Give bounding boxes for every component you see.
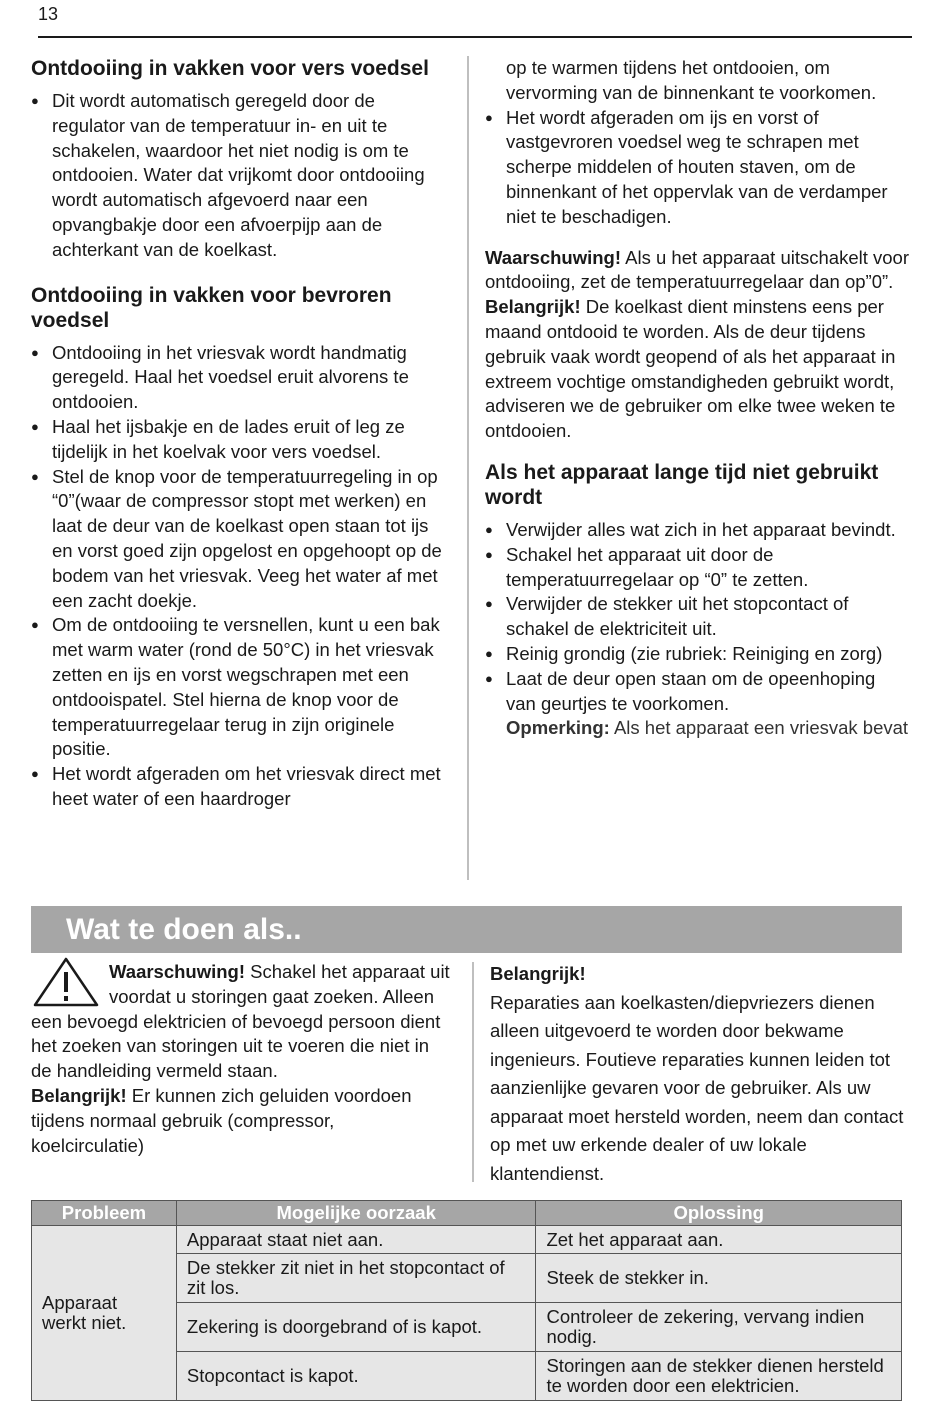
header-problem: Probleem [32,1201,177,1226]
important-text: De koelkast dient minstens eens per maand ontdooid te worden. Als de deur tijdens gebruik vaak wordt geopend of als het apparaat in extreem vochtige omstandigheden gebruikt wordt, adviseren we de gebruiker om elke twee weken te ontdooien. [485,296,896,442]
column-divider [467,56,469,880]
cause-cell: Apparaat staat niet aan. [176,1226,536,1254]
note [485,716,910,741]
list-item: ● Verwijder de stekker uit het stopcontact of schakel de elektriciteit uit. [485,592,910,642]
cause-cell: Stopcontact is kapot. [176,1352,536,1401]
continued-text: op te warmen tijdens het ontdooien, om vervorming van de binnenkant te voorkomen. [506,57,877,103]
problem-cell: Apparaat werkt niet. [32,1226,177,1401]
list-item: ● Om de ontdooiing te versnellen, kunt u een bak met warm water (rond de 50°C) in het vriesvak zetten en ijs en vorst wegschrapen met een ontdooispatel. Stel hierna de knop voor de temperatuurregelaar terug in zijn originele positie. [31,613,451,762]
page-number: 13 [38,4,59,24]
list-item: ● Laat de deur open staan om de opeenhoping van geurtjes te voorkomen. [485,667,910,717]
warning-triangle-icon [31,956,101,1008]
solution-cell: Zet het apparaat aan. [536,1226,902,1254]
longtime-list [485,518,910,716]
solution-cell: Steek de stekker in. [536,1254,902,1303]
column-divider [472,962,474,1182]
frozen-list [31,341,451,812]
fresh-list [31,89,451,263]
warning-text: Als u het apparaat uitschakelt voor ontdooiing, zet de temperatuurregelaar dan op”0”. [485,246,909,293]
list-item: ● Het wordt afgeraden om ijs en vorst of vastgevroren voedsel weg te schrapen met scherpe middelen of houten staven, om de binnenkant of het oppervlak van de verdamper niet te beschadigen. [485,106,910,230]
header-solution: Oplossing [536,1201,902,1226]
list-item: ● Dit wordt automatisch geregeld door de regulator van de temperatuur in- en uit te schakelen, waardoor het niet nodig is om te ontdooien. Water dat vrijkomt door ontdooiing wordt automatisch afgevoerd naar een opvangbakje door een afvoerpijp aan de achterkant van de koelkast. [31,89,451,263]
header-cause: Mogelijke oorzaak [176,1201,536,1226]
table-header-row [32,1201,902,1226]
troubleshooting-table [31,1200,902,1401]
cause-cell: Zekering is doorgebrand of is kapot. [176,1303,536,1352]
warning-label: Waarschuwing! [485,246,622,268]
section-heading-fresh: Ontdooiing in vakken voor vers voedsel [31,57,429,80]
list-item: ● Ontdooiing in het vriesvak wordt handmatig geregeld. Haal het voedsel eruit alvorens te ontdooien. [31,341,451,415]
scrape-list [485,106,910,230]
list-item: ● Reinig grondig (zie rubriek: Reiniging en zorg) [485,642,910,667]
defrost-warning [485,246,910,444]
left-column [31,56,451,812]
note-text: Als het apparaat een vriesvak bevat [609,717,909,739]
section-heading-frozen: Ontdooiing in vakken voor bevroren voedsel [31,283,392,332]
repair-label: Belangrijk! [490,963,586,984]
warning-label: Waarschuwing! [109,961,246,982]
repair-text: Reparaties aan koelkasten/diepvriezers dienen alleen uitgevoerd te worden door bekwame ingenieurs. Foutieve reparaties kunnen leiden tot aanzienlijke gevaren voor de gebruiker. Als uw apparaat moet hersteld worden, neem dan contact op met uw erkende dealer of uw lokale klantendienst. [490,991,904,1184]
list-item: ● Schakel het apparaat uit door de temperatuurregelaar op “0” te zetten. [485,543,910,593]
note-label: Opmerking: [506,717,610,739]
solution-cell: Storingen aan de stekker dienen hersteld te worden door een elektricien. [536,1352,902,1401]
warning-text: Schakel het apparaat uit voordat u storingen gaat zoeken. Alleen een bevoegd elektricien of bevoegd persoon dient het zoeken van storingen uit te voeren die niet in de handleiding vermeld staan. [31,961,450,1082]
top-rule [38,36,912,38]
list-item: ● Stel de knop voor de temperatuurregeling in op “0”(waar de compressor stopt met werken) en laat de deur van de koelkast open staan tot ijs en vorst goed zijn opgelost en opgehoopt op de bodem van het vriesvak. Veeg het water af met een zacht doekje. [31,465,451,614]
solution-cell: Controleer de zekering, vervang indien nodig. [536,1303,902,1352]
important-label: Belangrijk! [31,1084,127,1106]
list-item: ● Verwijder alles wat zich in het apparaat bevindt. [485,518,910,543]
section-heading-longtime: Als het apparaat lange tijd niet gebruikt wordt [485,460,879,509]
troubleshoot-warning [31,960,451,1158]
right-column [485,56,910,741]
cause-cell: De stekker zit niet in het stopcontact of zit los. [176,1254,536,1303]
section-banner [31,906,902,953]
table-row [32,1226,902,1254]
important-label: Belangrijk! [485,296,581,318]
list-item: ● Het wordt afgeraden om het vriesvak direct met heet water of een haardroger [31,762,451,812]
banner-title: Wat te doen als.. [66,913,302,946]
list-item: ● Haal het ijsbakje en de lades eruit of leg ze tijdelijk in het koelvak voor vers voedsel. [31,415,451,465]
important-text: Er kunnen zich geluiden voordoen tijdens normaal gebruik (compressor, koelcirculatie) [31,1084,412,1156]
repair-notice [490,960,910,1188]
